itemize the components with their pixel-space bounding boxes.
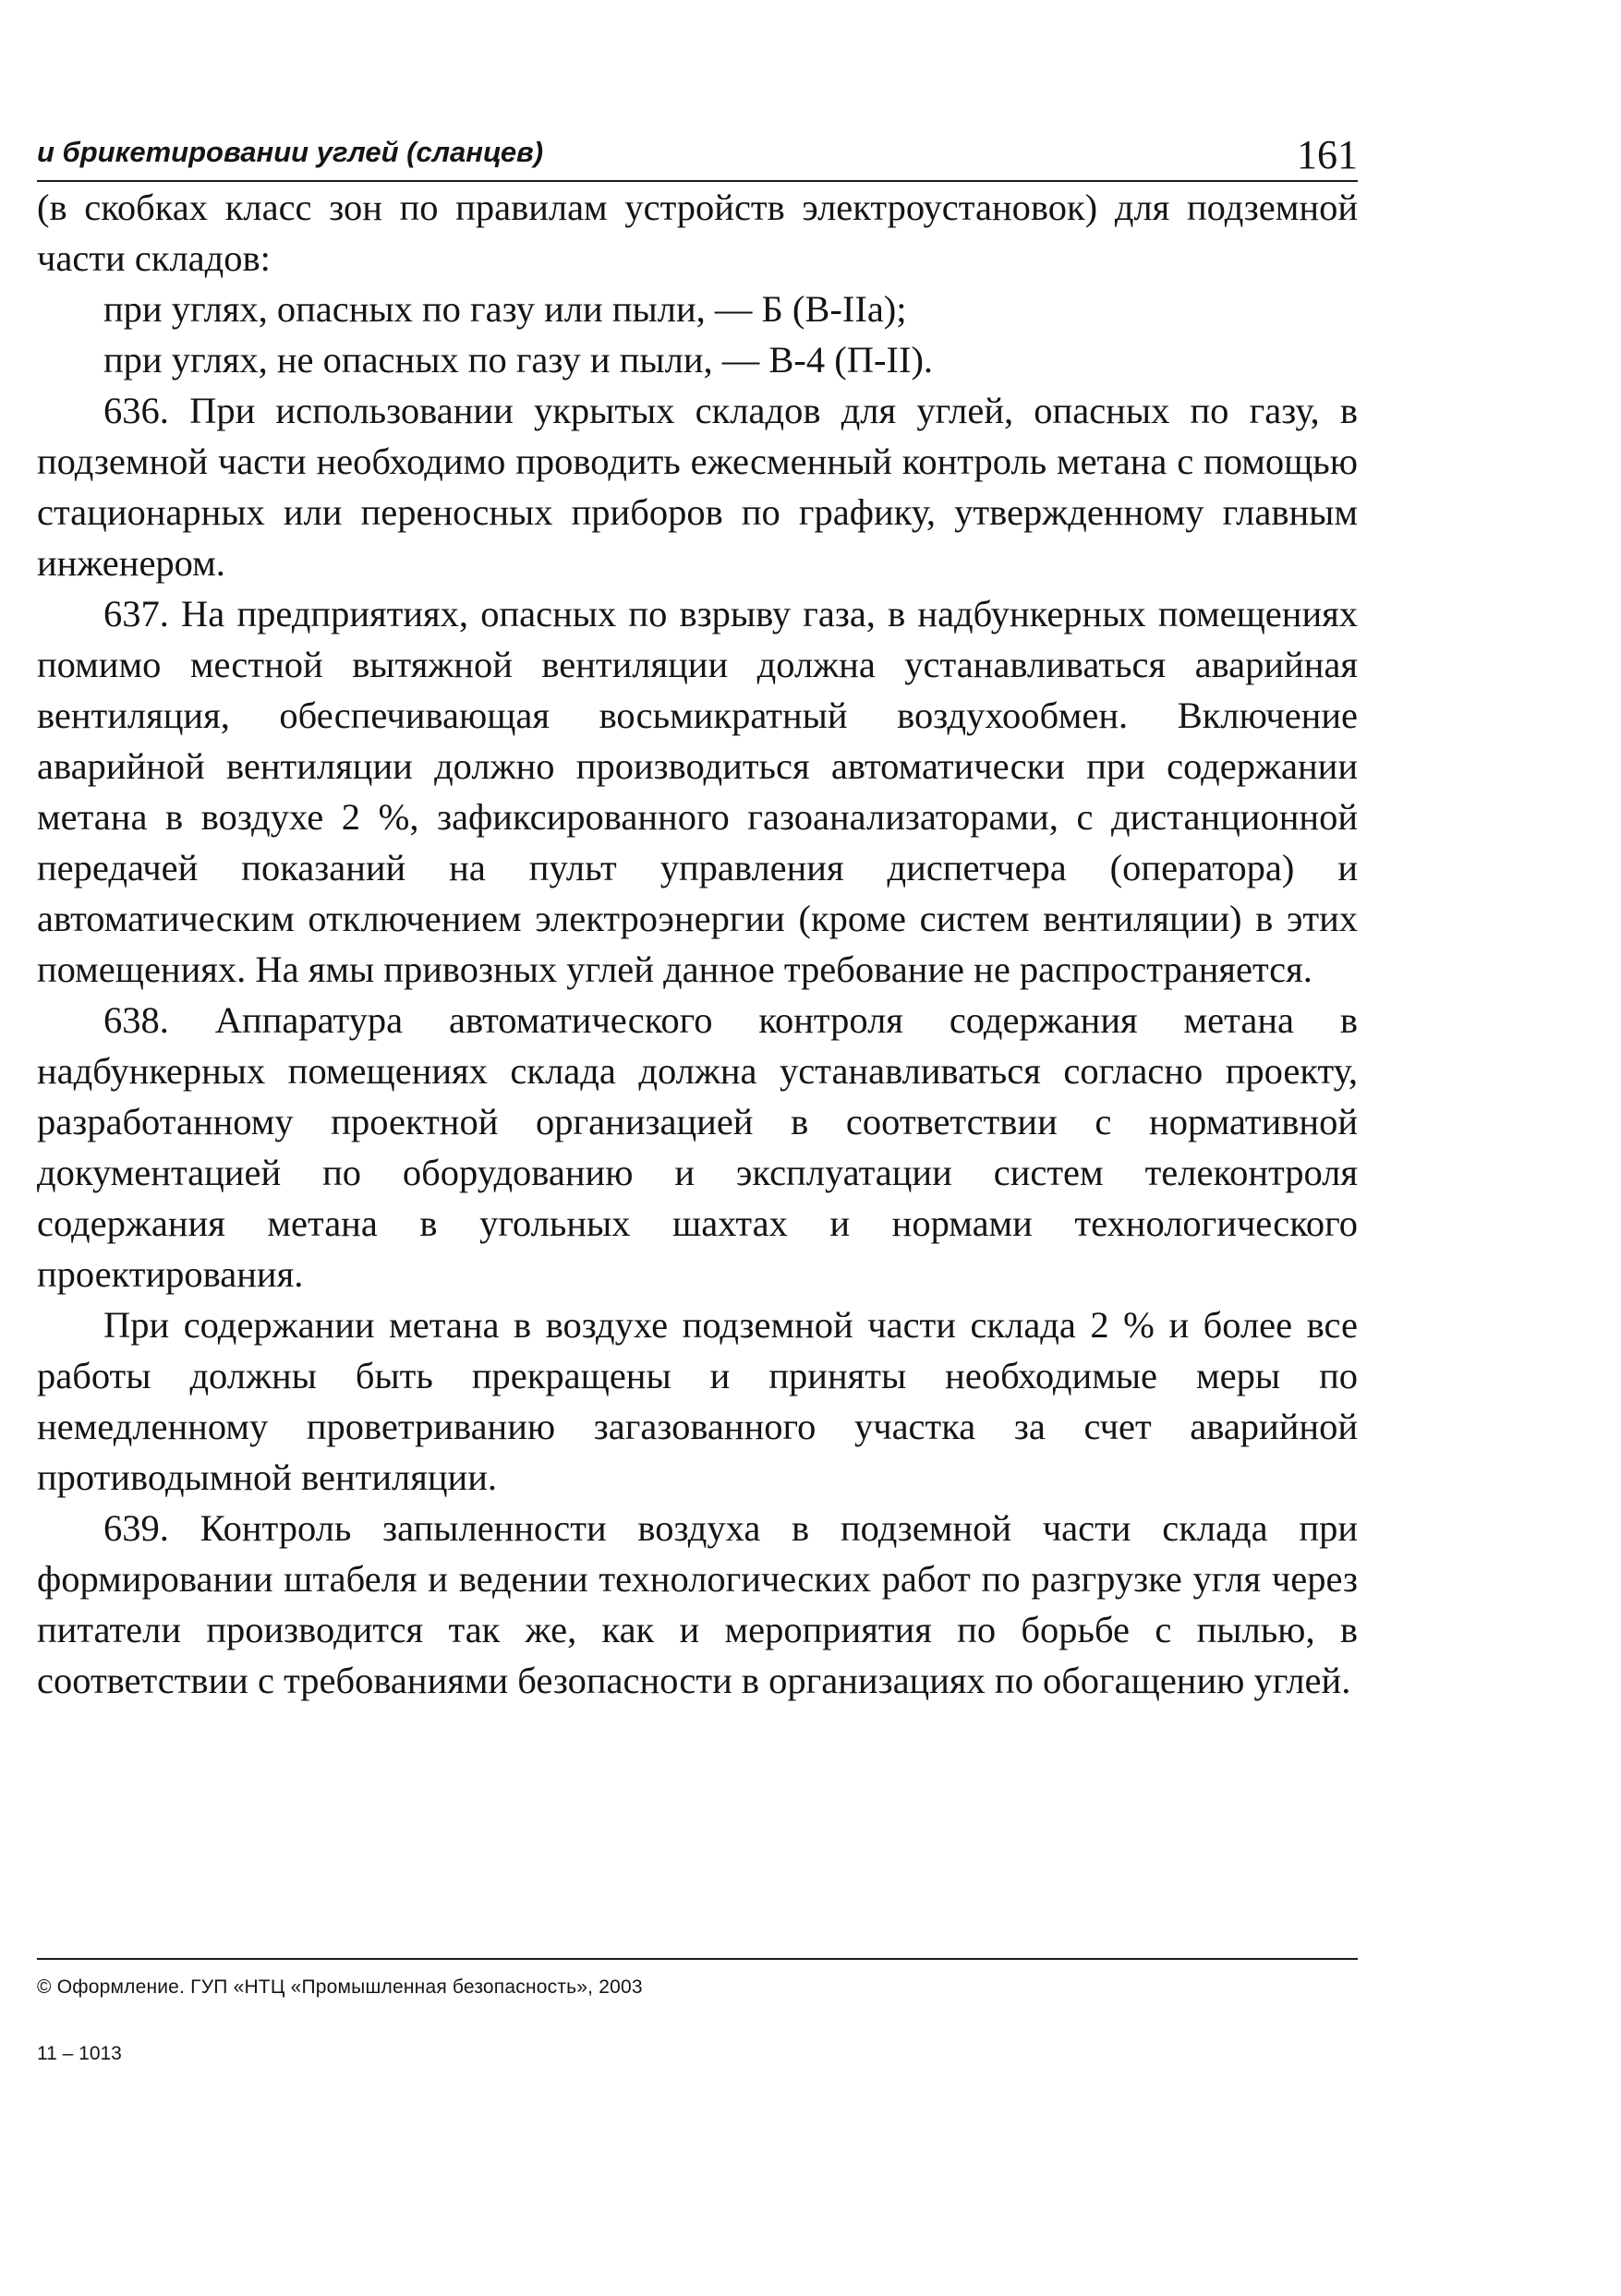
paragraph-637: 637. На предприятиях, опасных по взрыву газа, в надбункерных помещениях помимо местной вытяжной вентиляции должна устанавливаться аварийная вентиляция, обеспечивающая восьмикратный воздухообмен. Включение аварийной вентиляции должно производиться автоматически при содержании метана в воздухе 2 %, зафиксированного газоанализаторами, с дистанционной передачей показаний на пульт управления диспетчера (оператора) и автоматическим отключением электроэнергии (кроме систем вентиляции) в этих помещениях. На ямы привозных углей данное требование не распространяется.: [37, 593, 1358, 990]
printer-signature: 11 – 1013: [37, 2043, 122, 2064]
running-header: [37, 125, 1358, 182]
copyright-notice: © Оформление. ГУП «НТЦ «Промышленная безопасность», 2003: [37, 1976, 643, 1998]
page-number: 161: [1297, 132, 1358, 177]
body-text: [37, 182, 1358, 1706]
paragraph-639: 639. Контроль запыленности воздуха в подземной части склада при формировании штабеля и ведении технологических работ по разгрузке угля через питатели производится так же, как и мероприятия по борьбе с пылью, в соответствии с требованиями безопасности в организациях по обогащению углей.: [37, 1507, 1358, 1701]
running-title: и брикетировании углей (сланцев): [37, 136, 544, 168]
zone-item-not-dangerous: при углях, не опасных по газу и пыли, — В-4 (П-II).: [103, 339, 934, 381]
zone-item-dangerous: при углях, опасных по газу или пыли, — Б (В-IIа);: [103, 288, 907, 330]
page-content: [37, 125, 1358, 1706]
intro-paragraph: (в скобках класс зон по правилам устройств электроустановок) для подземной части складов:: [37, 187, 1358, 279]
paragraph-638: 638. Аппаратура автоматического контроля содержания метана в надбункерных помещениях склада должна устанавливаться согласно проекту, разработанному проектной организацией в соответствии с нормативной документацией по оборудованию и эксплуатации систем телеконтроля содержания метана в угольных шахтах и нормами технологического проектирования.: [37, 999, 1358, 1295]
footer-divider: [37, 1958, 1358, 1960]
page-footer: [37, 1958, 1358, 2065]
paragraph-638-continuation: При содержании метана в воздухе подземной части склада 2 % и более все работы должны быть прекращены и приняты необходимые меры по немедленному проветриванию загазованного участка за счет аварийной противодымной вентиляции.: [37, 1304, 1358, 1498]
paragraph-636: 636. При использовании укрытых складов для углей, опасных по газу, в подземной части необходимо проводить ежесменный контроль метана с помощью стационарных или переносных приборов по графику, утвержденному главным инженером.: [37, 390, 1358, 584]
